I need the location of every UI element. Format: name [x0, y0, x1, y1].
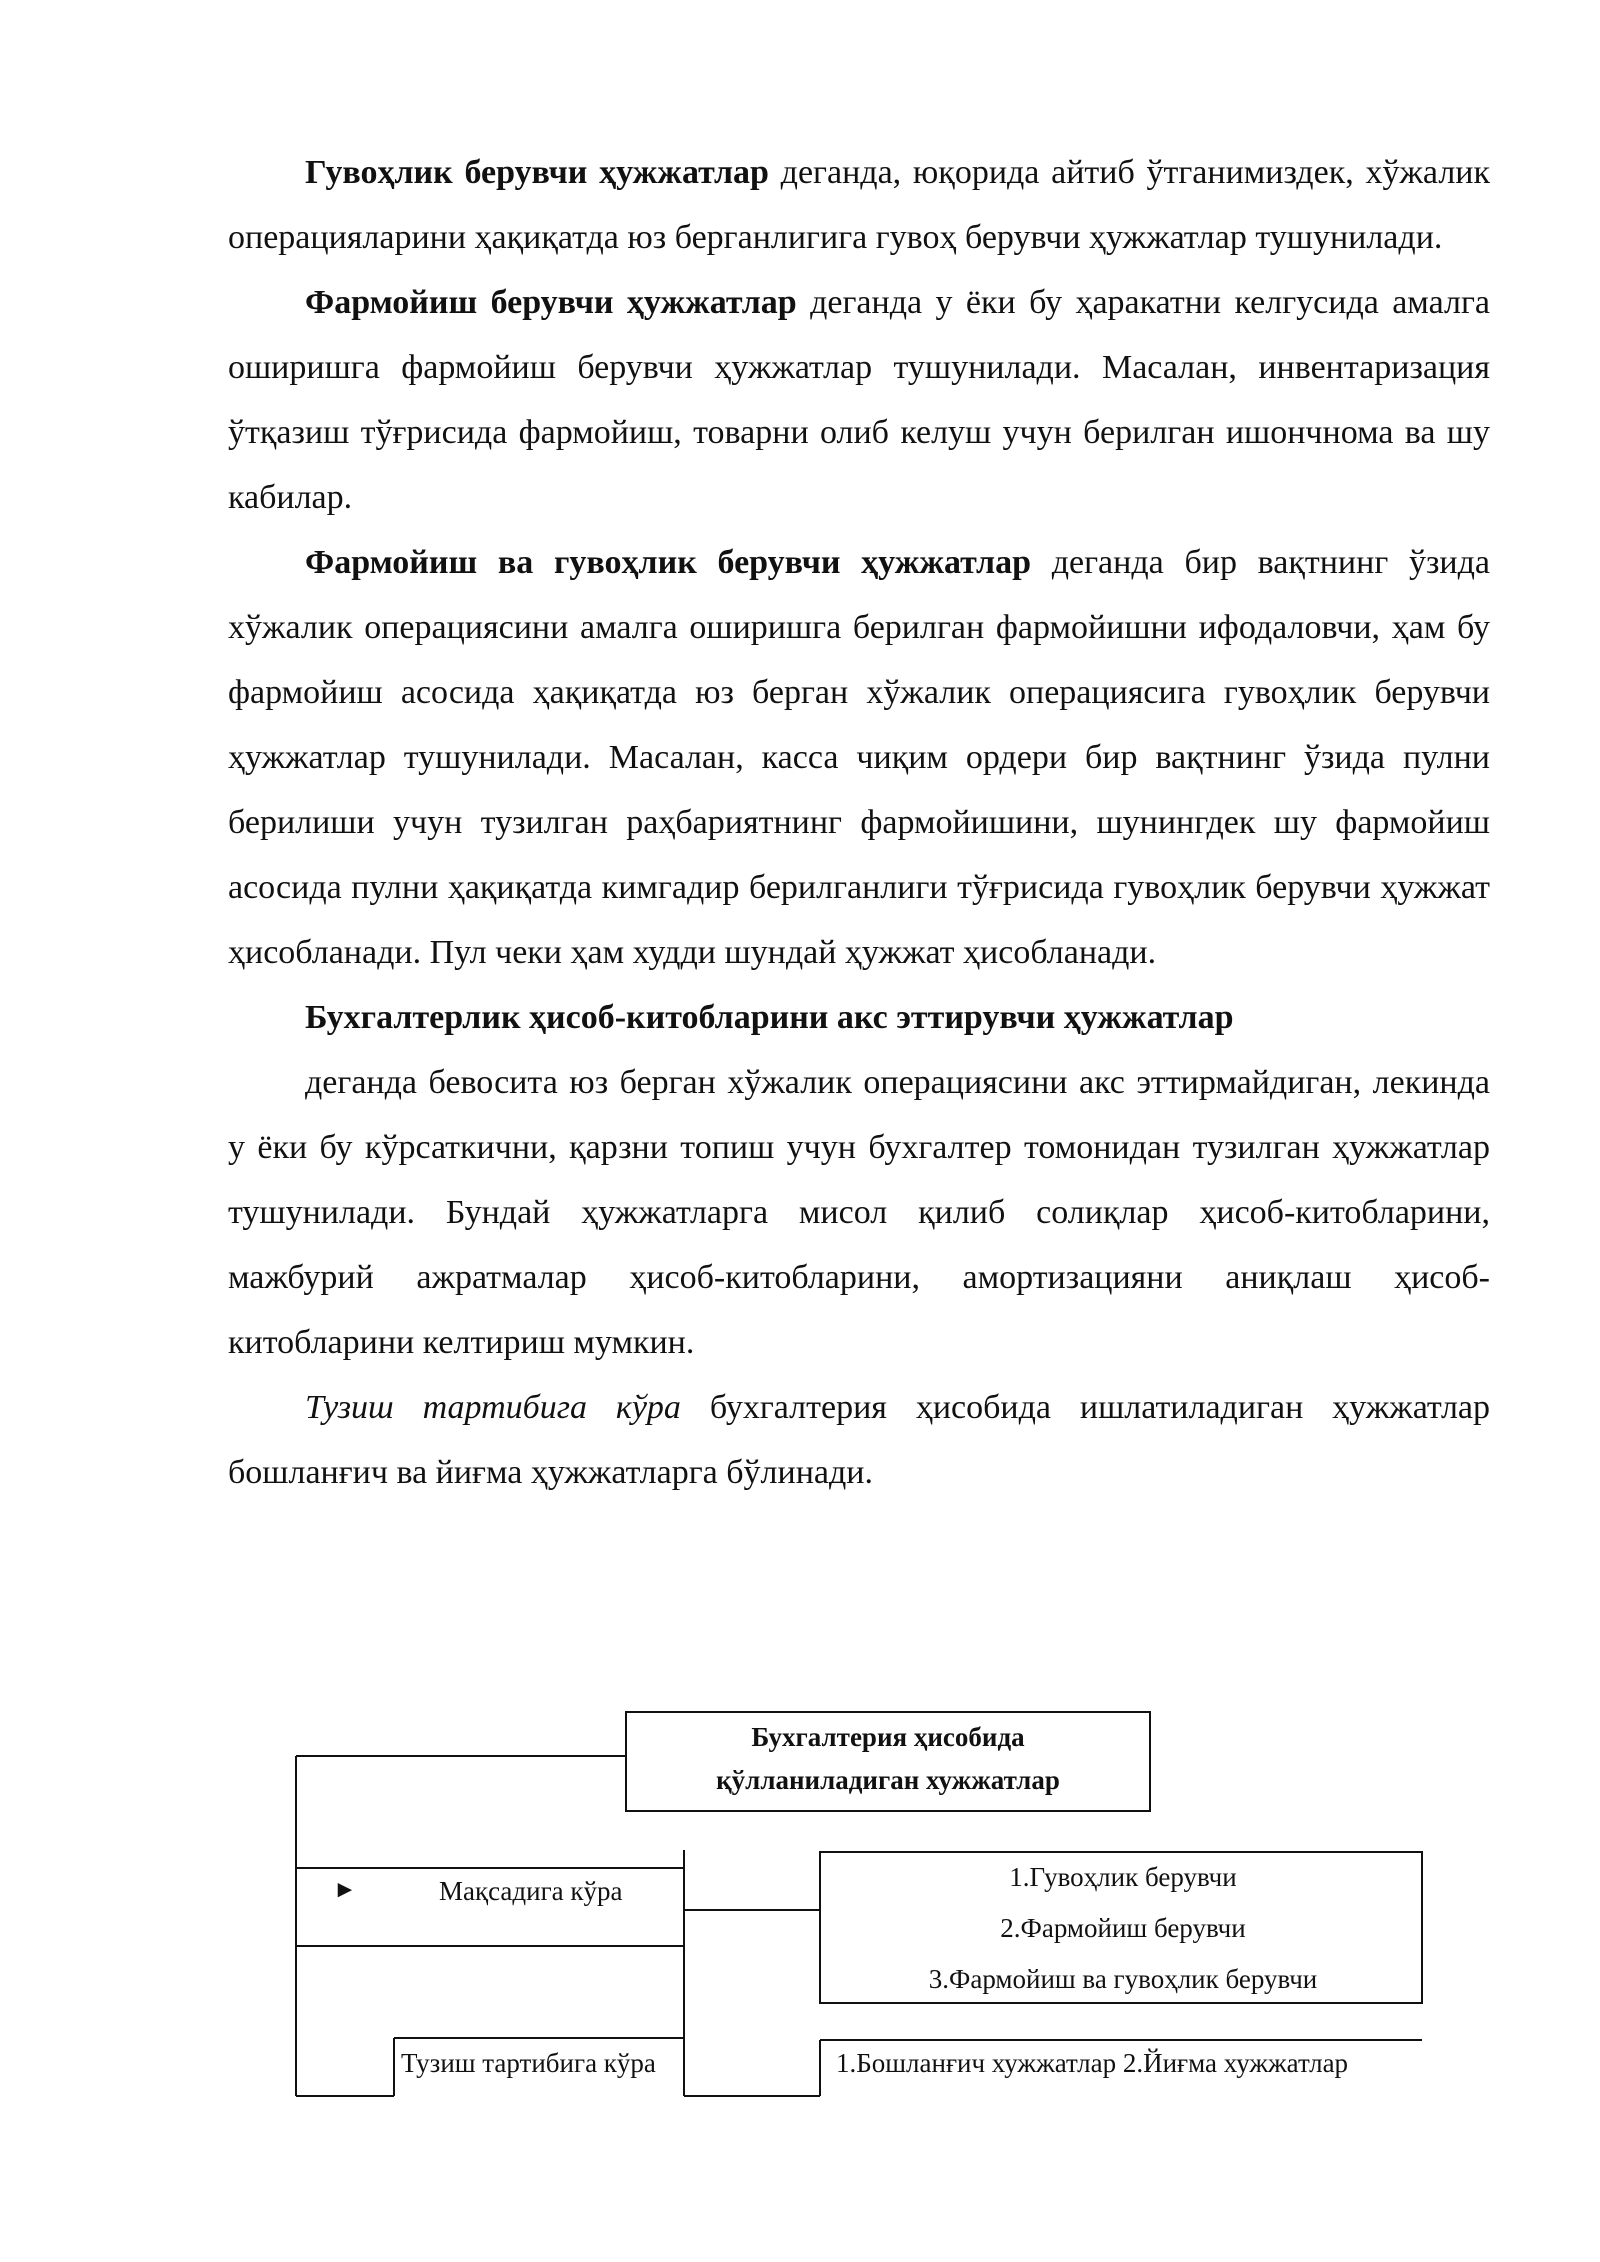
root-label-line2: қўлланиладиган хужжатлар	[716, 1765, 1060, 1795]
paragraph-by-compilation-order	[228, 1375, 1490, 1505]
by-order-label: Тузиш тартибига кўра	[401, 2048, 656, 2078]
paragraph-accounting-calculation-documents	[228, 1050, 1490, 1375]
paragraph-order-and-testimonial-documents	[228, 530, 1490, 985]
term-order-and-testimonial-documents: Фармойиш ва гувоҳлик берувчи ҳужжатлар	[305, 544, 1031, 581]
paragraph-text: деганда, юқорида айтиб ўтганимиздек, хўжалик операцияларини ҳақиқатда юз берганлигига гувоҳ берувчи ҳужжатлар тушунилади.	[228, 154, 1491, 256]
purpose-items-box	[820, 1852, 1422, 2003]
paragraph-testimonial-documents	[228, 140, 1490, 270]
paragraph-text: деганда у ёки бу ҳаракатни келгусида амалга оширишга фармойиш берувчи ҳужжатлар тушунилади. Масалан, инвентаризация ўтқазиш тўғрисида фармойиш, товарни олиб келуш учун берилган ишончнома ва шу кабилар.	[228, 284, 1490, 516]
paragraph-text: деганда бевосита юз берган хўжалик операциясини акс эттирмайдиган, лекинда у ёки бу кўрсаткични, қарзни топиш учун бухгалтер томонидан тузилган ҳужжатлар тушунилади. Бундай ҳужжатларга мисол қилиб солиқлар ҳисоб-китобларини, мажбурий ажратмалар ҳисоб-китобларини, амортизацияни аниқлаш ҳисоб-китобларини келтириш мумкин.	[228, 1064, 1490, 1361]
term-order-documents: Фармойиш берувчи ҳужжатлар	[305, 284, 797, 321]
term-testimonial-documents: Гувоҳлик берувчи ҳужжатлар	[305, 154, 769, 191]
paragraph-text: деганда бир вақтнинг ўзида хўжалик операциясини амалга оширишга берилган фармойишни ифодаловчи, ҳам бу фармойиш асосида ҳақиқатда юз берган хўжалик операциясига гувоҳлик берувчи ҳужжатлар тушунилади. Масалан, касса чиқим ордери бир вақтнинг ўзида пулни берилиши учун тузилган раҳбариятнинг фармойишини, шунингдек шу фармойиш асосида пулни ҳақиқатда кимгадир берилганлиги тўғрисида гувоҳлик берувчи ҳужжат ҳисобланади. Пул чеки ҳам худди шундай ҳужжат ҳисобланади.	[228, 544, 1490, 971]
root-box-label	[626, 1716, 1150, 1802]
document-body	[228, 140, 1490, 1505]
by-purpose-label: Мақсадига кўра	[439, 1876, 623, 1906]
root-box	[626, 1712, 1150, 1811]
purpose-item-3: 3.Фармойиш ва гувоҳлик берувчи	[928, 1964, 1318, 1994]
paragraph-text: бухгалтерия ҳисобида ишлатиладиган ҳужжатлар бошланғич ва йиғма ҳужжатларга бўлинади.	[228, 1389, 1491, 1491]
purpose-item-1: 1.Гувоҳлик берувчи	[1009, 1862, 1237, 1892]
purpose-items-list	[822, 1852, 1424, 2005]
term-by-compilation-order: Тузиш тартибига кўра	[305, 1389, 681, 1426]
paragraph-order-documents	[228, 270, 1490, 530]
purpose-item-2: 2.Фармойиш берувчи	[1000, 1913, 1246, 1943]
order-items-label: 1.Бошланғич хужжатлар 2.Йиғма хужжатлар	[836, 2048, 1349, 2078]
subheading-accounting-calculation-documents: Бухгалтерлик ҳисоб-китобларини акс эттирувчи ҳужжатлар	[305, 999, 1234, 1036]
triangle-right-icon: ►	[333, 1877, 357, 1903]
root-label-line1: Бухгалтерия ҳисобида	[751, 1722, 1025, 1752]
